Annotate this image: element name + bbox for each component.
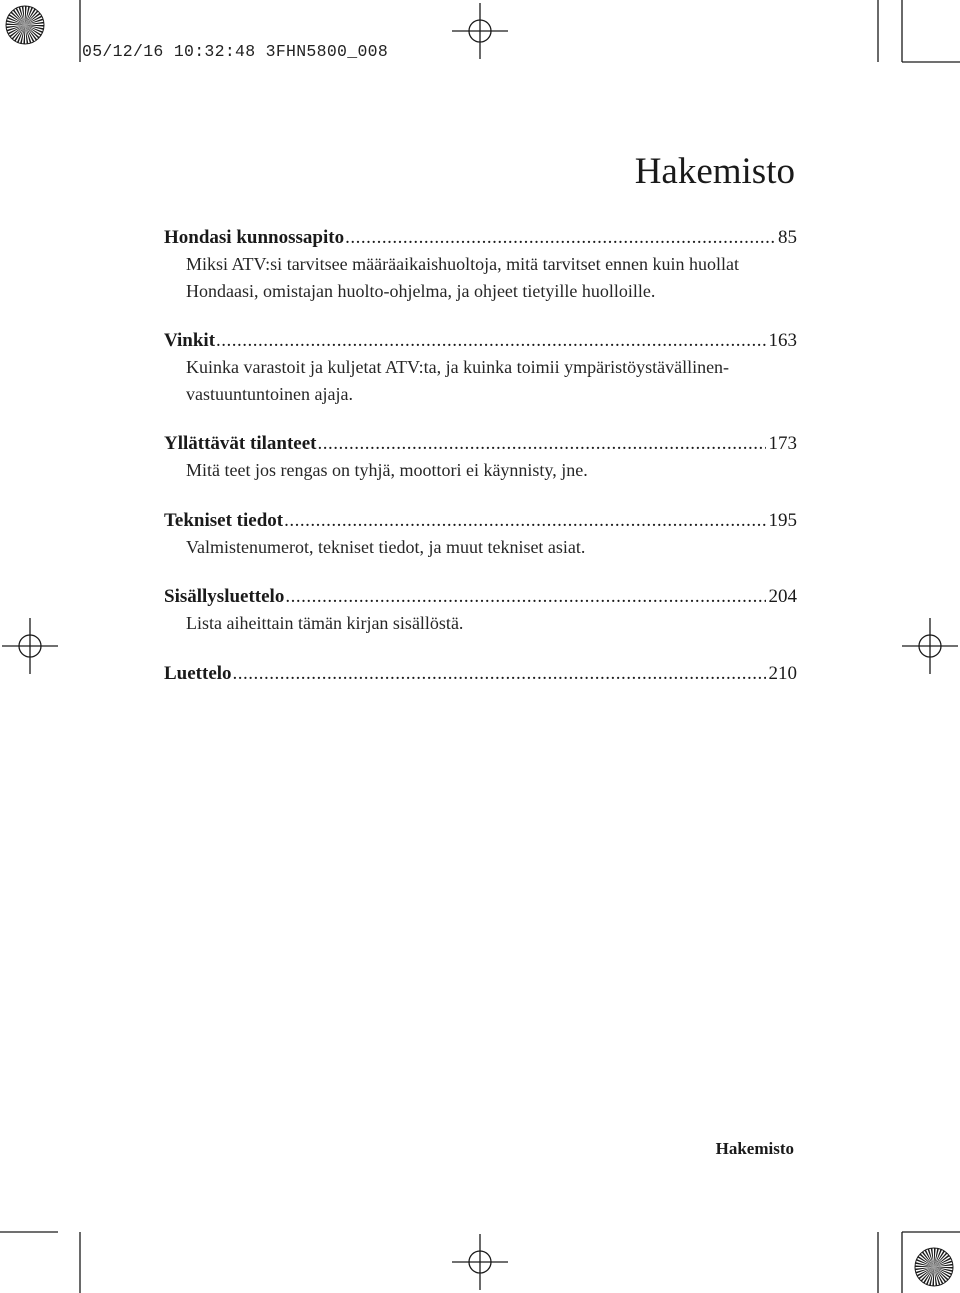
footer-section-label: Hakemisto xyxy=(715,1139,794,1158)
toc-entry-heading xyxy=(164,430,797,457)
registration-mark-right xyxy=(902,618,958,674)
registration-mark-bottom xyxy=(452,1234,508,1290)
toc-entry-description: Mitä teet jos rengas on tyhjä, moottori ei käynnisty, jne. xyxy=(186,460,588,480)
page-title: Hakemisto xyxy=(634,151,795,192)
toc-page-number: 210 xyxy=(768,662,797,684)
toc-entry-heading xyxy=(164,224,797,251)
toc-entry-label: Luettelo xyxy=(164,662,232,684)
toc-page-number: 173 xyxy=(768,433,797,454)
toc-entry-label: Vinkit xyxy=(164,330,216,351)
toc-entry-description: Lista aiheittain tämän kirjan sisällöstä. xyxy=(186,613,464,633)
toc-page-number: 163 xyxy=(768,330,797,351)
table-of-contents xyxy=(164,224,797,710)
toc-entry-heading xyxy=(164,583,797,610)
toc-dot-leader xyxy=(317,430,765,457)
toc-entry-contents[interactable] xyxy=(164,583,797,637)
toc-dot-leader xyxy=(216,327,765,354)
toc-entry-maintenance[interactable] xyxy=(164,224,797,304)
toc-entry-heading xyxy=(164,507,797,534)
toc-entry-heading xyxy=(164,660,797,687)
toc-entry-heading xyxy=(164,327,797,354)
toc-entry-tips[interactable] xyxy=(164,327,797,407)
toc-page-number: 85 xyxy=(778,227,797,248)
toc-entry-index[interactable] xyxy=(164,660,797,687)
color-star-target-top-left xyxy=(6,6,44,44)
color-star-target-bottom-right xyxy=(915,1248,953,1286)
toc-page-number: 204 xyxy=(768,586,797,607)
toc-entry-label: Tekniset tiedot xyxy=(164,509,284,531)
toc-dot-leader xyxy=(285,583,765,610)
toc-entry-description: Kuinka varastoit ja kuljetat ATV:ta, ja kuinka toimii ympäristöystävällinen-vastuuntuntoinen ajaja. xyxy=(186,357,730,404)
toc-dot-leader xyxy=(284,507,765,534)
toc-entry-label: Sisällysluettelo xyxy=(164,586,285,607)
registration-mark-left xyxy=(2,618,58,674)
toc-entry-description: Miksi ATV:si tarvitsee määräaikaishuoltoja, mitä tarvitset ennen kuin huollat Hondaasi, omistajan huolto-ohjelma, ja ohjeet tietyille huolloille. xyxy=(186,254,740,301)
toc-dot-leader xyxy=(345,224,775,251)
toc-entry-description: Valmistenumerot, tekniset tiedot, ja muut tekniset asiat. xyxy=(186,536,586,557)
toc-entry-label: Hondasi kunnossapito xyxy=(164,227,345,248)
toc-dot-leader xyxy=(233,660,766,687)
print-stamp: 05/12/16 10:32:48 3FHN5800_008 xyxy=(82,42,389,61)
toc-entry-emergencies[interactable] xyxy=(164,430,797,484)
registration-mark-top xyxy=(452,3,508,59)
toc-page-number: 195 xyxy=(768,509,797,531)
toc-entry-label: Yllättävät tilanteet xyxy=(164,433,317,454)
toc-entry-specifications[interactable] xyxy=(164,507,797,561)
